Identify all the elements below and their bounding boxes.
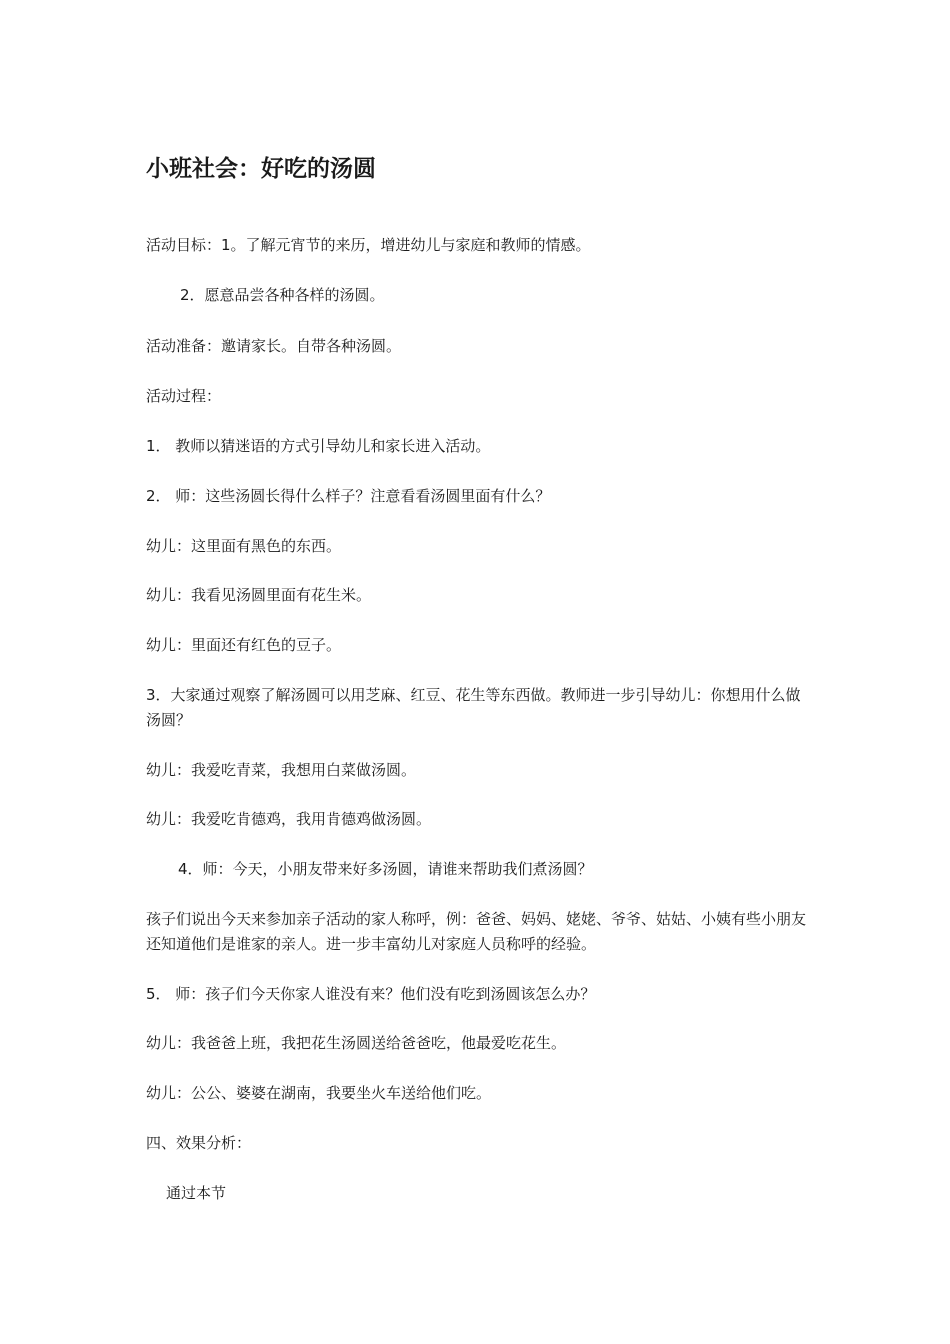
paragraph-analysis-text: 通过本节 [166,1184,227,1202]
paragraph-child-1: 幼儿：这里面有黑色的东西。 [146,537,342,555]
paragraph-step-3: 3．大家通过观察了解汤圆可以用芝麻、红豆、花生等东西做。教师进一步引导幼儿：你想用什么做汤圆？ [146,686,801,729]
document-title: 小班社会：好吃的汤圆 [146,156,376,182]
paragraph-preparation: 活动准备：邀请家长。自带各种汤圆。 [146,337,402,355]
paragraph-family-titles: 孩子们说出今天来参加亲子活动的家人称呼，例：爸爸、妈妈、姥姥、爷爷、姑姑、小姨有些小朋友还知道他们是谁家的亲人。进一步丰富幼儿对家庭人员称呼的经验。 [146,910,807,953]
paragraph-child-5: 幼儿：我爱吃肯德鸡，我用肯德鸡做汤圆。 [146,810,432,828]
paragraph-step-5: 5． 师：孩子们今天你家人谁没有来？他们没有吃到汤圆该怎么办？ [146,985,596,1003]
paragraph-child-4: 幼儿：我爱吃青菜，我想用白菜做汤圆。 [146,761,417,779]
paragraph-step-2: 2． 师：这些汤圆长得什么样子？注意看看汤圆里面有什么？ [146,487,551,505]
paragraph-analysis-heading: 四、效果分析： [146,1134,252,1152]
paragraph-step-4: 4．师：今天，小朋友带来好多汤圆，请谁来帮助我们煮汤圆？ [178,860,593,878]
paragraph-step-1: 1． 教师以猜迷语的方式引导幼儿和家长进入活动。 [146,437,491,455]
paragraph-process-heading: 活动过程： [146,387,222,405]
paragraph-child-6: 幼儿：我爸爸上班，我把花生汤圆送给爸爸吃，他最爱吃花生。 [146,1034,567,1052]
paragraph-goal-1: 活动目标：1。了解元宵节的来历，增进幼儿与家庭和教师的情感。 [146,236,591,254]
paragraph-child-7: 幼儿：公公、婆婆在湖南，我要坐火车送给他们吃。 [146,1084,492,1102]
paragraph-goal-2: 2．愿意品尝各种各样的汤圆。 [180,286,385,304]
paragraph-child-3: 幼儿：里面还有红色的豆子。 [146,636,342,654]
paragraph-child-2: 幼儿：我看见汤圆里面有花生米。 [146,586,372,604]
